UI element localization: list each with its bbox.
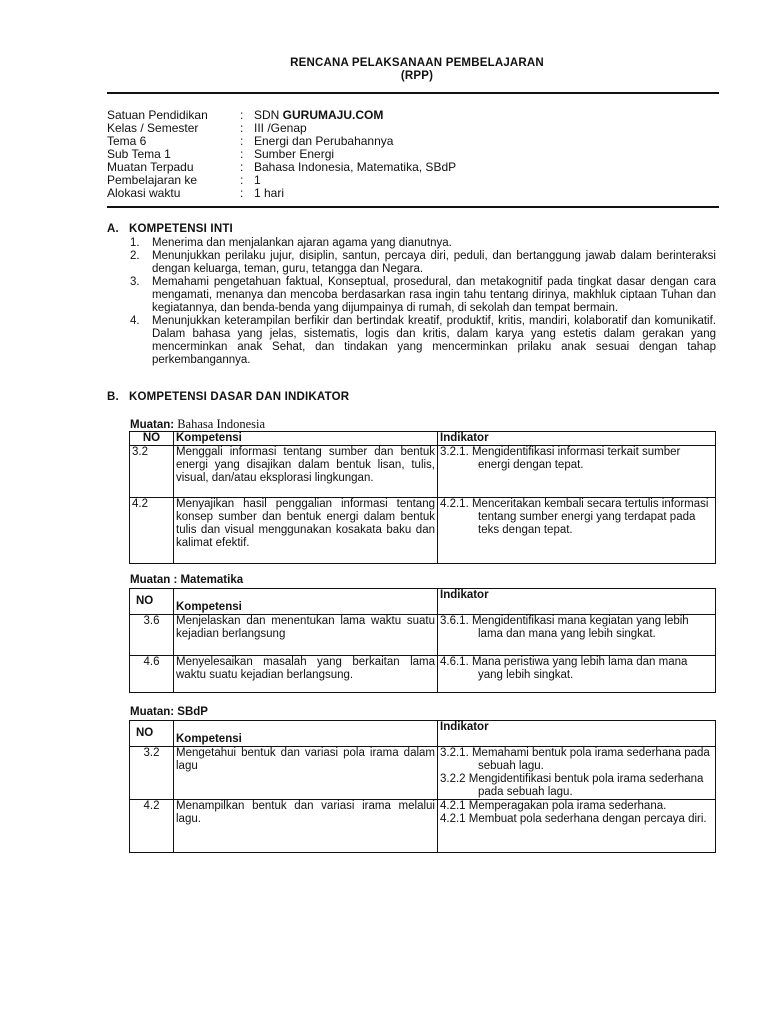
document-title: RENCANA PELAKSANAAN PEMBELAJARAN	[290, 57, 544, 69]
list-item	[130, 237, 716, 250]
identity-value: III /Genap	[254, 121, 307, 135]
identity-value: 1	[254, 173, 261, 187]
list-text: Memahami pengetahuan faktual, Konseptual, prosedural, dan metakognitif pada tingkat dasar dengan cara mengamati, menanya dan mencoba berdasarkan rasa ingin tahu tentang dirinya, makhluk ciptaan Tuhan dan kegiatannya, dan benda-benda yang dijumpainya di rumah, di sekolah dan tempat bermain.	[152, 276, 716, 314]
table-row	[130, 800, 716, 853]
muatan-label: Muatan : Matematika	[130, 574, 244, 586]
indikator-text: 4.2.1. Menceritakan kembali secara tertulis informasi tentang sumber energi yang terdapat pada teks dengan tepat.	[440, 498, 709, 536]
cell-indikator	[438, 615, 716, 656]
list-number: 4.	[130, 315, 140, 327]
divider-top	[107, 92, 719, 94]
identity-value: Bahasa Indonesia, Matematika, SBdP	[254, 160, 457, 174]
kompetensi-inti-list	[130, 237, 716, 367]
cell-no: 3.2	[130, 446, 174, 498]
table-matematika	[129, 588, 716, 693]
section-letter: A.	[107, 223, 119, 235]
list-number: 2.	[130, 250, 140, 262]
section-b-heading	[107, 391, 349, 403]
identity-value: Sumber Energi	[254, 147, 335, 161]
header-indikator: Indikator	[438, 432, 716, 446]
identity-label: Sub Tema 1	[107, 147, 171, 161]
indikator-text: 4.2.1 Memperagakan pola irama sederhana.	[440, 800, 667, 812]
list-item	[130, 315, 716, 367]
list-item	[130, 250, 716, 276]
identity-label: Satuan Pendidikan	[107, 108, 208, 122]
muatan-label: Muatan:	[130, 419, 175, 431]
table-row	[130, 656, 716, 693]
cell-kompetensi: Menjelaskan dan menentukan lama waktu suatu kejadian berlangsung	[174, 615, 438, 656]
header-indikator: Indikator	[438, 721, 716, 747]
indikator-text: 4.2.1 Membuat pola sederhana dengan percaya diri.	[440, 813, 707, 825]
identity-label: Tema 6	[107, 134, 147, 148]
identity-block	[107, 109, 456, 200]
cell-no: 3.6	[130, 615, 174, 656]
cell-kompetensi: Menyelesaikan masalah yang berkaitan lama waktu suatu kejadian berlangsung.	[174, 656, 438, 693]
table-bahasa-indonesia	[129, 431, 716, 564]
identity-colon: :	[240, 121, 244, 135]
list-text: Menerima dan menjalankan ajaran agama yang dianutnya.	[152, 237, 452, 249]
cell-no: 3.2	[130, 747, 174, 800]
muatan-label: Muatan: SBdP	[130, 706, 208, 718]
muatan-matematika-label	[130, 574, 243, 586]
identity-colon: :	[240, 108, 244, 122]
header-kompetensi: Kompetensi	[174, 589, 438, 615]
identity-colon: :	[240, 186, 244, 200]
identity-value-bold: GURUMAJU.COM	[282, 108, 384, 122]
section-title: KOMPETENSI DASAR DAN INDIKATOR	[129, 391, 350, 403]
cell-kompetensi: Menyajikan hasil penggalian informasi tentang konsep sumber dan bentuk energi dalam bentuk tulis dan visual menggunakan kosakata baku dan kalimat efektif.	[174, 498, 438, 564]
list-number: 1.	[130, 237, 140, 249]
divider-bottom	[107, 206, 719, 208]
muatan-sbdp-label	[130, 706, 208, 718]
identity-label: Pembelajaran ke	[107, 173, 198, 187]
table-header-row	[130, 589, 716, 615]
table-row	[130, 498, 716, 564]
list-text: Menunjukkan keterampilan berfikir dan bertindak kreatif, produktif, kritis, mandiri, kolaboratif dan komunikatif. Dalam bahasa yang jelas, sistematis, logis dan kritis, dalam karya yang estetis dalam gerakan yang mencerminkan anak Sehat, dan tindakan yang mencerminkan prilaku anak sesuai dengan tahap perkembangannya.	[152, 315, 716, 366]
indikator-text: 3.2.2 Mengidentifikasi bentuk pola irama sederhana pada sebuah lagu.	[440, 773, 704, 798]
table-sbdp	[129, 720, 716, 853]
document-subtitle: (RPP)	[400, 70, 434, 82]
cell-no: 4.2	[130, 498, 174, 564]
cell-kompetensi: Mengetahui bentuk dan variasi pola irama dalam lagu	[174, 747, 438, 800]
table-row	[130, 747, 716, 800]
cell-indikator	[438, 446, 716, 498]
indikator-text: 3.6.1. Mengidentifikasi mana kegiatan yang lebih lama dan mana yang lebih singkat.	[440, 615, 689, 640]
cell-kompetensi: Menggali informasi tentang sumber dan bentuk energi yang disajikan dalam bentuk lisan, tulis, visual, dan/atau eksplorasi lingkungan.	[174, 446, 438, 498]
header-no: NO	[130, 432, 174, 446]
table-header-row	[130, 432, 716, 446]
header-kompetensi: Kompetensi	[174, 432, 438, 446]
identity-row	[107, 187, 456, 200]
indikator-text: 3.2.1. Mengidentifikasi informasi terkait sumber energi dengan tepat.	[440, 446, 681, 471]
cell-no: 4.2	[130, 800, 174, 853]
muatan-bahasa-indonesia-label	[130, 417, 265, 432]
identity-value: 1 hari	[254, 186, 285, 200]
identity-label: Muatan Terpadu	[107, 160, 194, 174]
header-kompetensi: Kompetensi	[174, 721, 438, 747]
identity-colon: :	[240, 173, 244, 187]
list-text: Menunjukkan perilaku jujur, disiplin, santun, percaya diri, peduli, dan bertanggung jawab dalam berinteraksi dengan keluarga, teman, guru, tetangga dan Negara.	[152, 250, 716, 275]
identity-value: Energi dan Perubahannya	[254, 134, 394, 148]
section-a-heading	[107, 223, 233, 235]
indikator-text: 4.6.1. Mana peristiwa yang lebih lama dan mana yang lebih singkat.	[440, 656, 688, 681]
identity-label: Kelas / Semester	[107, 121, 199, 135]
identity-colon: :	[240, 134, 244, 148]
header-indikator: Indikator	[438, 589, 716, 615]
cell-no: 4.6	[130, 656, 174, 693]
identity-label: Alokasi waktu	[107, 186, 181, 200]
table-row	[130, 446, 716, 498]
list-number: 3.	[130, 276, 140, 288]
identity-value-text: SDN	[254, 108, 283, 122]
cell-kompetensi: Menampilkan bentuk dan variasi irama melalui lagu.	[174, 800, 438, 853]
identity-colon: :	[240, 147, 244, 161]
table-row	[130, 615, 716, 656]
section-title: KOMPETENSI INTI	[129, 223, 233, 235]
muatan-subject: Bahasa Indonesia	[174, 417, 266, 431]
cell-indikator	[438, 747, 716, 800]
cell-indikator	[438, 656, 716, 693]
section-letter: B.	[107, 391, 119, 403]
header-no: NO	[130, 721, 174, 747]
header-no: NO	[130, 589, 174, 615]
indikator-text: 3.2.1. Memahami bentuk pola irama sederhana pada sebuah lagu.	[440, 747, 710, 772]
cell-indikator	[438, 800, 716, 853]
list-item	[130, 276, 716, 315]
cell-indikator	[438, 498, 716, 564]
identity-colon: :	[240, 160, 244, 174]
table-header-row	[130, 721, 716, 747]
